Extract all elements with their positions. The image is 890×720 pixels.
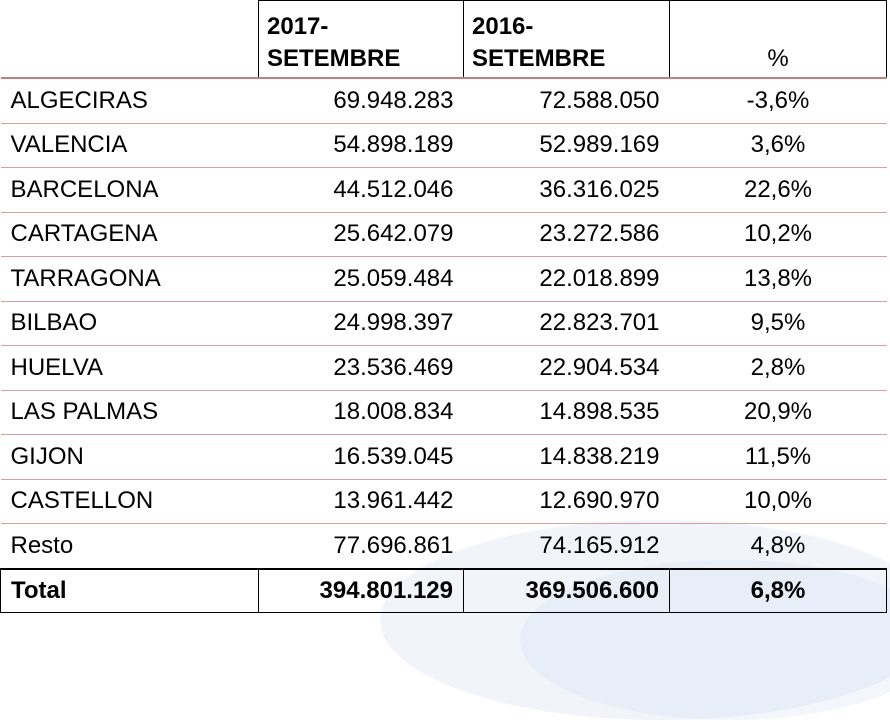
header-2016-line2: SETEMBRE [472,45,606,72]
total-percent: 6,8% [670,569,887,613]
table-row [1,346,887,391]
value-2016: 74.165.912 [464,524,670,569]
percent-change: 2,8% [670,346,887,391]
header-row [1,1,887,79]
percent-change: 9,5% [670,301,887,346]
total-label: Total [1,569,259,613]
value-2016: 22.904.534 [464,346,670,391]
value-2016: 23.272.586 [464,212,670,257]
value-2016: 22.018.899 [464,257,670,302]
total-2016: 369.506.600 [464,569,670,613]
table-row [1,435,887,480]
value-2016: 72.588.050 [464,78,670,123]
value-2016: 14.838.219 [464,435,670,480]
table-row [1,301,887,346]
percent-change: 13,8% [670,257,887,302]
percent-change: 20,9% [670,390,887,435]
port-name: CASTELLON [1,479,259,524]
header-2016-line1: 2016- [472,13,534,40]
percent-change: 10,2% [670,212,887,257]
header-2016 [464,1,670,79]
value-2016: 52.989.169 [464,123,670,168]
value-2017: 24.998.397 [259,301,464,346]
port-name: ALGECIRAS [1,78,259,123]
table-row [1,479,887,524]
percent-change: 3,6% [670,123,887,168]
value-2017: 25.642.079 [259,212,464,257]
value-2017: 18.008.834 [259,390,464,435]
table-row [1,78,887,123]
header-empty-cell [1,1,259,79]
value-2017: 23.536.469 [259,346,464,391]
percent-change: 4,8% [670,524,887,569]
header-percent: % [670,1,887,79]
value-2017: 54.898.189 [259,123,464,168]
port-name: BARCELONA [1,168,259,213]
port-name: TARRAGONA [1,257,259,302]
table-row [1,390,887,435]
port-name: Resto [1,524,259,569]
port-name: VALENCIA [1,123,259,168]
total-row [1,569,887,613]
port-name: GIJON [1,435,259,480]
percent-change: 22,6% [670,168,887,213]
value-2017: 69.948.283 [259,78,464,123]
port-name: BILBAO [1,301,259,346]
percent-change: -3,6% [670,78,887,123]
table-row [1,168,887,213]
table-row [1,212,887,257]
value-2017: 77.696.861 [259,524,464,569]
value-2016: 22.823.701 [464,301,670,346]
percent-change: 11,5% [670,435,887,480]
percent-change: 10,0% [670,479,887,524]
value-2017: 16.539.045 [259,435,464,480]
header-2017 [259,1,464,79]
value-2016: 12.690.970 [464,479,670,524]
port-name: CARTAGENA [1,212,259,257]
value-2017: 44.512.046 [259,168,464,213]
table-row [1,524,887,569]
table-row [1,123,887,168]
total-2017: 394.801.129 [259,569,464,613]
header-2017-line1: 2017- [267,13,329,40]
value-2016: 14.898.535 [464,390,670,435]
port-name: LAS PALMAS [1,390,259,435]
table-row [1,257,887,302]
port-name: HUELVA [1,346,259,391]
value-2017: 25.059.484 [259,257,464,302]
header-2017-line2: SETEMBRE [267,45,401,72]
value-2016: 36.316.025 [464,168,670,213]
value-2017: 13.961.442 [259,479,464,524]
